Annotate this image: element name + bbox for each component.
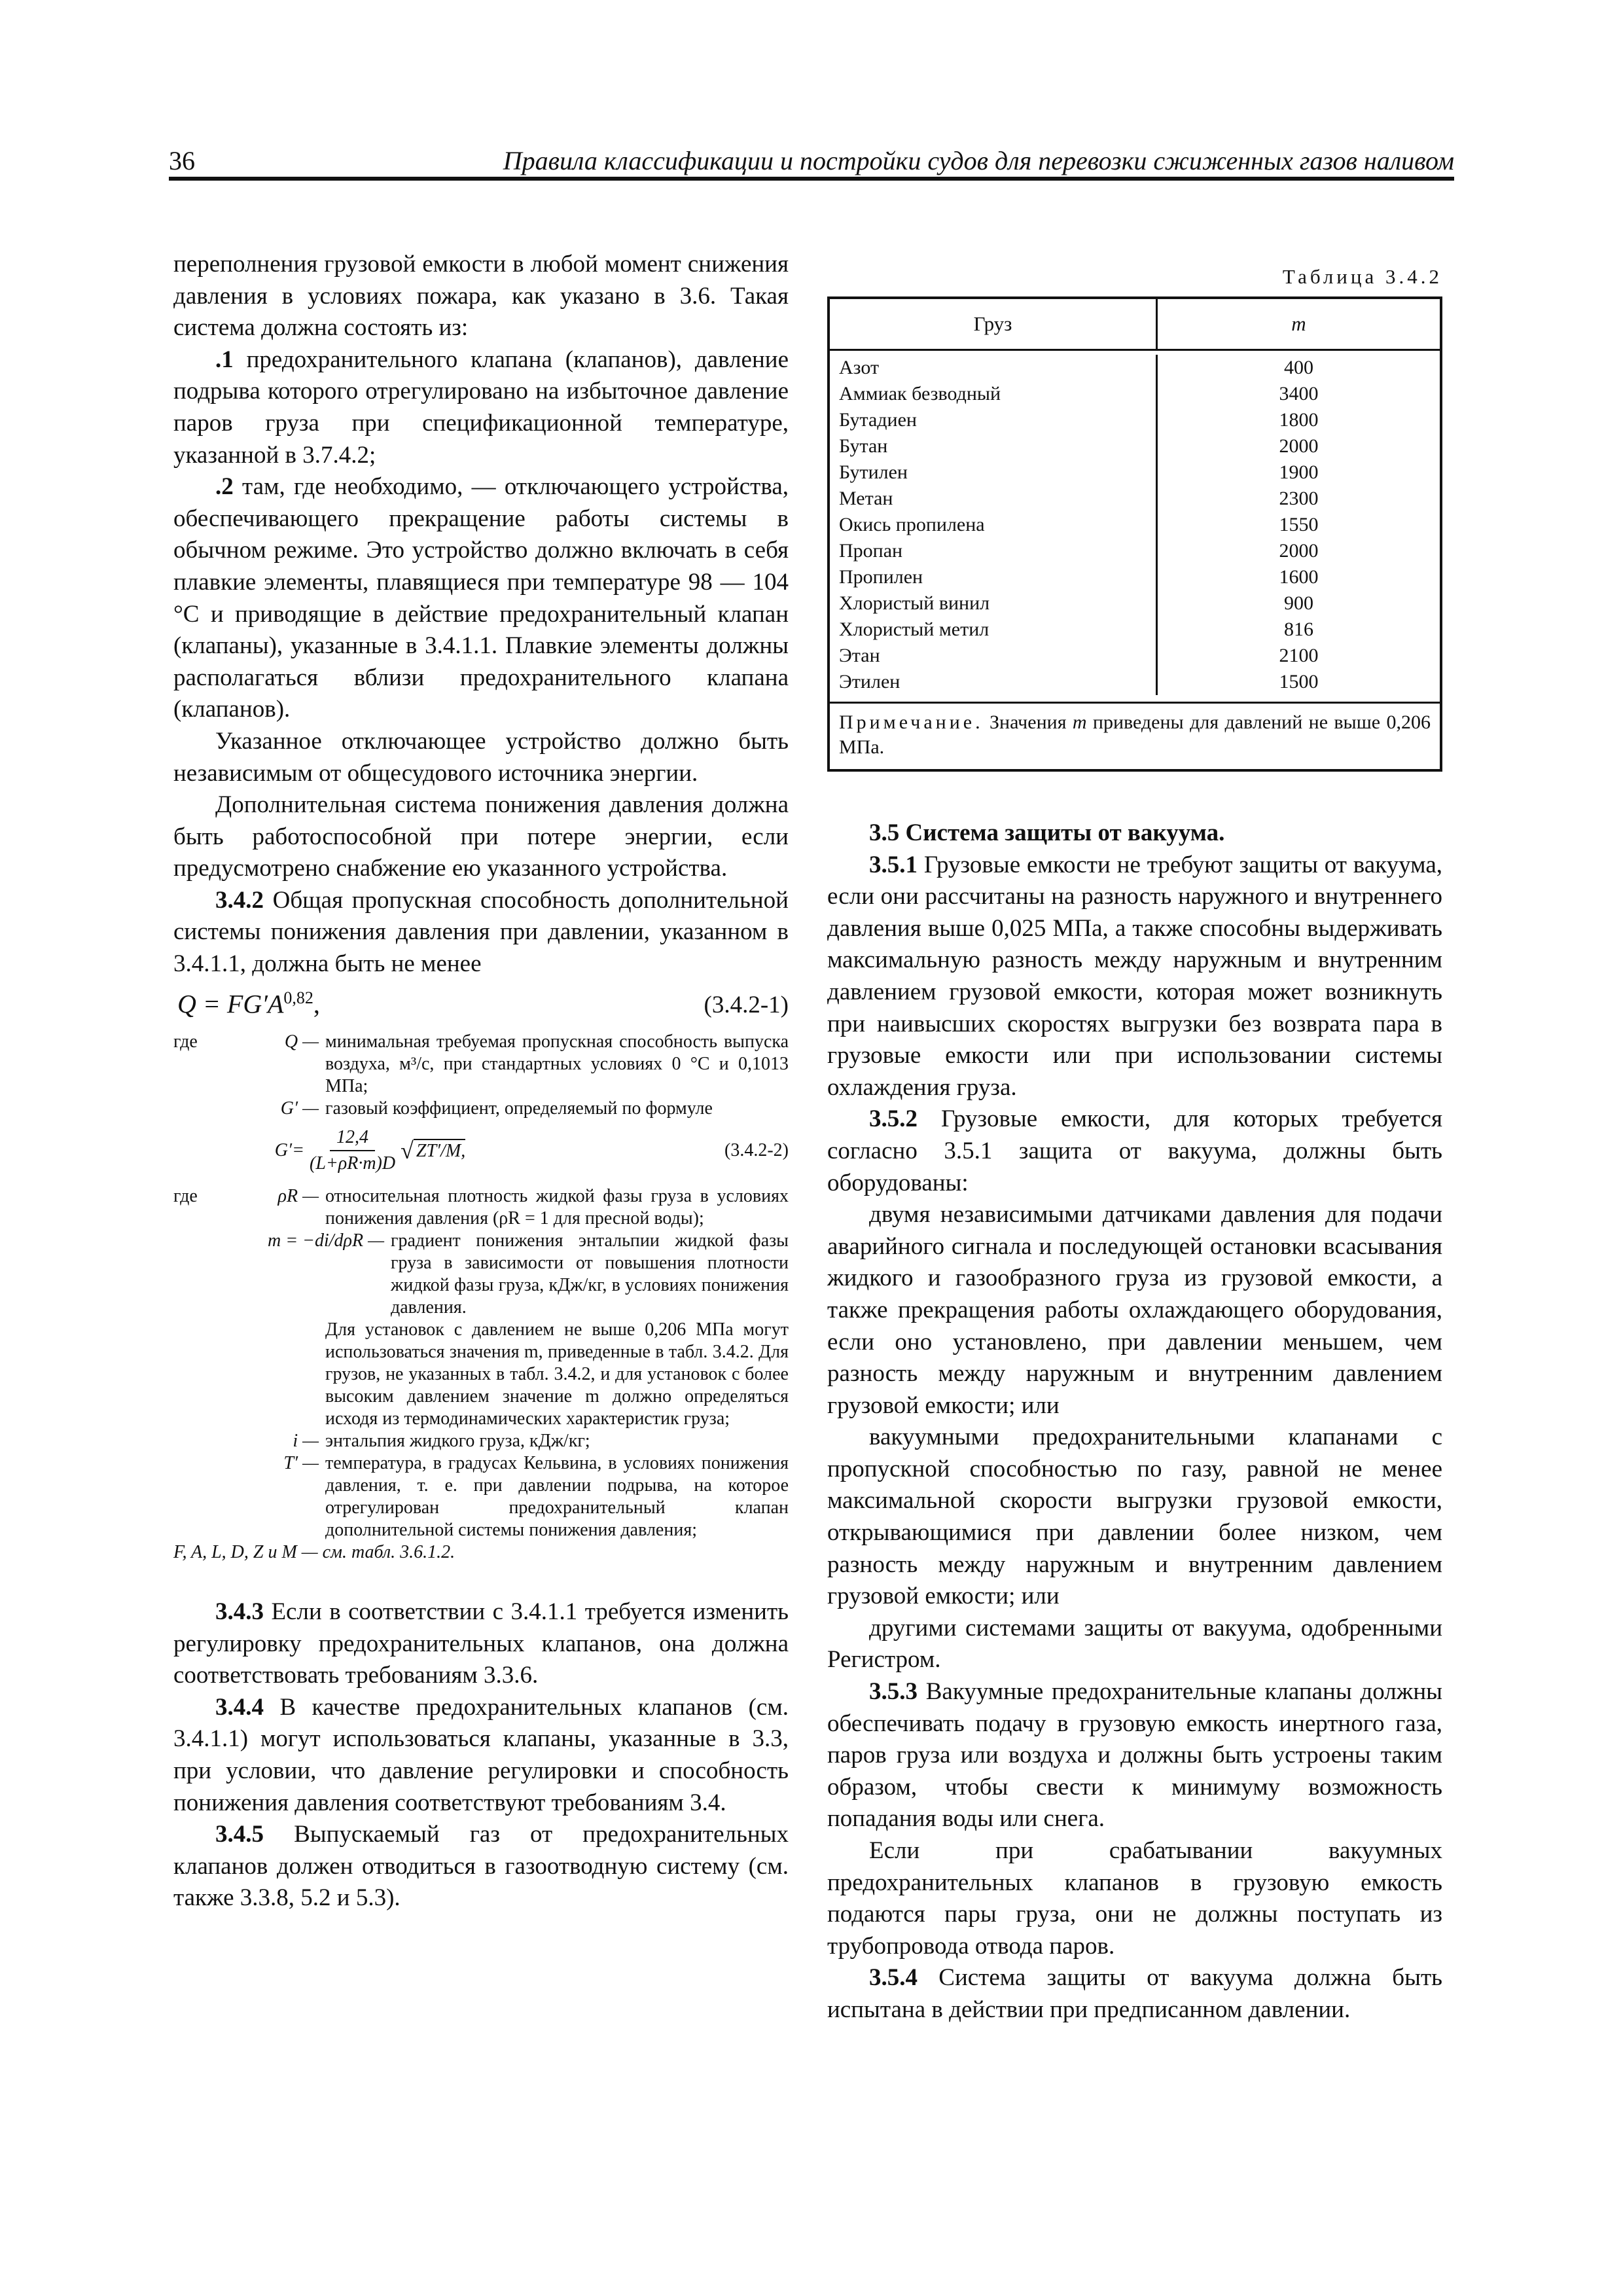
table-cell-m: 1550 (1279, 514, 1319, 535)
table-body (830, 351, 1440, 704)
formula-fraction: $\frac{12,4}{(L+\rho R\cdot m)D}$ (310, 1126, 396, 1174)
paragraph: переполнения грузовой емкости в любой момент снижения давления в условиях пожара, как указано в 3.6. Такая система должна состоять из: (173, 251, 789, 342)
table-cell-cargo: Окись пропилена (839, 514, 985, 535)
legend-row-m-note: Для установок с давлением не выше 0,206 МПа могут использоваться значения m, приведенные в табл. 3.4.2. Для грузов, не указанных в табл. 3.4.2, и для установок с более высоким давлением значение m должно определяться исходя из термодинамических характеристик груза; (325, 1319, 789, 1429)
m-column (1158, 355, 1440, 695)
paragraph: Указанное отключающее устройство должно быть независимым от общесудового источника энергии. (173, 727, 789, 787)
paragraph (173, 344, 789, 471)
paragraph-text: Система защиты от вакуума должна быть испытана в действии при предписанном давлении. (827, 1964, 1442, 2023)
formula-number: (3.4.2-1) (704, 991, 789, 1018)
table-cell-m: 3400 (1279, 383, 1319, 404)
clause-number: 3.5.2 (869, 1105, 918, 1133)
page-number: 36 (169, 146, 195, 175)
paragraph (827, 1676, 1442, 1835)
table-cell-m: 1900 (1279, 461, 1319, 483)
table-cell-m: 2300 (1279, 488, 1319, 509)
table-cell-m: 816 (1284, 619, 1313, 640)
paragraph: Дополнительная система понижения давления должна быть работоспособной при потере энергии, если предусмотрено снабжение ею указанного устройства. (173, 791, 789, 882)
table-cell-cargo: Бутадиен (839, 409, 917, 431)
table-cell-cargo: Аммиак безводный (839, 383, 1001, 404)
column-header-m: m (1291, 312, 1306, 335)
paragraph-text: Выпускаемый газ от предохранительных клапанов должен отводиться в газоотводную систему (см. также 3.3.8, 5.2 и 5.3). (173, 1821, 789, 1912)
formula-legend (173, 1031, 789, 1564)
section-title: 3.5 Система защиты от вакуума. (869, 819, 1225, 846)
table-cell-cargo: Пропан (839, 540, 903, 562)
table-caption: Таблица 3.4.2 (1282, 265, 1442, 288)
cargo-table (827, 296, 1442, 772)
legend-row-g: G′ — газовый коэффициент, определяемый по формуле (280, 1098, 713, 1119)
table-cell-cargo: Пропилен (839, 566, 923, 588)
formula-number: (3.4.2-2) (724, 1139, 789, 1160)
paragraph (827, 1103, 1442, 1199)
table-cell-m: 900 (1284, 592, 1313, 614)
clause-number: 3.5.4 (869, 1964, 918, 1992)
clause-number: 3.4.4 (215, 1693, 264, 1721)
paragraph-text: предохранительного клапана (клапанов), давление подрыва которого отрегулировано на избыточное давление паров груза при спецификационной температуре, указанной в 3.7.4.2; (173, 346, 789, 469)
table-cell-m: 400 (1284, 357, 1313, 378)
paragraph (173, 885, 789, 980)
clause-number: 3.5.1 (869, 851, 918, 878)
clause-number: 3.4.2 (215, 886, 264, 914)
table-cell-m: 1500 (1279, 671, 1319, 692)
item-number: .2 (215, 473, 234, 501)
legend-row-t: T′ — температура, в градусах Кельвина, в условиях понижения давления, т. е. при давлении подрыва, на которое отрегулирован предохранительный клапан дополнительной системы понижения давления; (283, 1452, 789, 1540)
legend-row-rho: где ρR — относительная плотность жидкой фазы груза в условиях понижения давления (ρR = 1 для пресной воды); (173, 1185, 789, 1229)
left-column (173, 249, 789, 1914)
paragraph (173, 1819, 789, 1914)
running-title: Правила классификации и постройки судов для перевозки сжиженных газов наливом (503, 146, 1454, 175)
paragraph (173, 1596, 789, 1692)
column-header-cargo: Груз (830, 299, 1158, 349)
formula-sqrt: ZT′/M, (414, 1139, 465, 1162)
paragraph (827, 1962, 1442, 2026)
formula-body: $Q = FG'A^{0,82}$, (177, 988, 320, 1018)
legend-row-q: где Q — минимальная требуемая пропускная способность выпуска воздуха, м³/с, при стандартных условиях 0 °С и 0,1013 МПа; (173, 1031, 789, 1096)
paragraph-text: там, где необходимо, — отключающего устройства, обеспечивающего прекращение работы системы в обычном режиме. Это устройство должно включать в себя плавкие элементы, плавящиеся при температуре 98 — 104 °С и приводящие в действие предохранительный клапан (клапаны), указанные в 3.4.1.1. Плавкие элементы должны располагаться вблизи предохранительного клапана (клапанов). (173, 473, 789, 723)
header-rule (169, 177, 1454, 181)
formula-3-4-2-2: G′= $\frac{12,4}{(L+\rho R\cdot m)D}$ √ ZT′/M, (3.4.2-2) (274, 1126, 789, 1174)
table-cell-cargo: Этан (839, 645, 880, 666)
cargo-column (830, 355, 1158, 695)
item-number: .1 (215, 346, 234, 373)
paragraph-text: Грузовые емкости не требуют защиты от вакуума, если они рассчитаны на разность наружного и внутреннего давления выше 0,025 МПа, а также способны выдерживать максимальную разность между наружным и внутренним давлением грузовой емкости, которая может возникнуть при наивысших скоростях выгрузки без возврата пара в грузовые емкости или при использовании системы охлаждения груза. (827, 851, 1442, 1101)
table-cell-cargo: Метан (839, 488, 893, 509)
paragraph-text: Если в соответствии с 3.4.1.1 требуется изменить регулировку предохранительных клапанов, она должна соответствовать требованиям 3.3.6. (173, 1598, 789, 1689)
paragraph-text: В качестве предохранительных клапанов (см. 3.4.1.1) могут использоваться клапаны, указанные в 3.3, при условии, что давление регулировки и способность понижения давления соответствуют требованиям 3.4. (173, 1693, 789, 1816)
legend-row-other: F, A, L, D, Z и M — см. табл. 3.6.1.2. (173, 1541, 455, 1562)
clause-number: 3.4.3 (215, 1598, 264, 1625)
paragraph (173, 471, 789, 726)
paragraph-text: Вакуумные предохранительные клапаны должны обеспечивать подачу в грузовую емкость инертного газа, паров груза или воздуха и должны быть устроены таким образом, чтобы свести к минимуму возможность попадания воды или снега. (827, 1678, 1442, 1833)
clause-number: 3.5.3 (869, 1678, 918, 1706)
table-cell-cargo: Хлористый винил (839, 592, 990, 614)
table-header (830, 299, 1440, 351)
table-cell-m: 1800 (1279, 409, 1319, 431)
paragraph (827, 850, 1442, 1104)
table-cell-cargo: Бутилен (839, 461, 908, 483)
paragraph: другими системами защиты от вакуума, одобренными Регистром. (827, 1614, 1442, 1674)
paragraph-text: Грузовые емкости, для которых требуется согласно 3.5.1 защита от вакуума, должны быть оборудованы: (827, 1105, 1442, 1196)
table-cell-m: 2000 (1279, 540, 1319, 562)
formula-3-4-2-1 (173, 988, 789, 1019)
legend-row-m: m = −di/dρR — градиент понижения энтальпии жидкой фазы груза в зависимости от повышения плотности жидкой фазы груза, кДж/кг, в условиях понижения давления. (267, 1230, 789, 1318)
table-note: Примечание. Значения m приведены для давлений не выше 0,206 МПа. (839, 711, 1431, 758)
paragraph: двумя независимыми датчиками давления для подачи аварийного сигнала и последующей остановки всасывания жидкого и газообразного груза из грузовой емкости, а также прекращения работы охлаждающего оборудования, если оно установлено, при давлении меньшем, чем разность между наружным и внутренним давлением грузовой емкости; или (827, 1201, 1442, 1419)
paragraph-text: Общая пропускная способность дополнительной системы понижения давления при давлении, указанном в 3.4.1.1, должна быть не менее (173, 886, 789, 978)
table-cell-cargo: Азот (839, 357, 880, 378)
table-cell-m: 2000 (1279, 435, 1319, 457)
clause-number: 3.4.5 (215, 1821, 264, 1848)
paragraph: Если при срабатывании вакуумных предохранительных клапанов в грузовую емкость подаются пары груза, они не должны поступать из трубопровода отвода паров. (827, 1837, 1442, 1960)
paragraph: вакуумными предохранительными клапанами с пропускной способностью по газу, равной не менее максимальной скорости выгрузки грузовой емкости, открывающимися при давлении более низком, чем разность между наружным и внутренним давлением грузовой емкости; или (827, 1424, 1442, 1610)
right-column (827, 265, 1442, 2026)
table-cell-cargo: Этилен (839, 671, 901, 692)
legend-row-i: i — энтальпия жидкого груза, кДж/кг; (293, 1430, 590, 1451)
table-cell-m: 2100 (1279, 645, 1319, 666)
paragraph (173, 1692, 789, 1819)
table-cell-m: 1600 (1279, 566, 1319, 588)
table-cell-cargo: Хлористый метил (839, 619, 990, 640)
table-cell-cargo: Бутан (839, 435, 888, 457)
